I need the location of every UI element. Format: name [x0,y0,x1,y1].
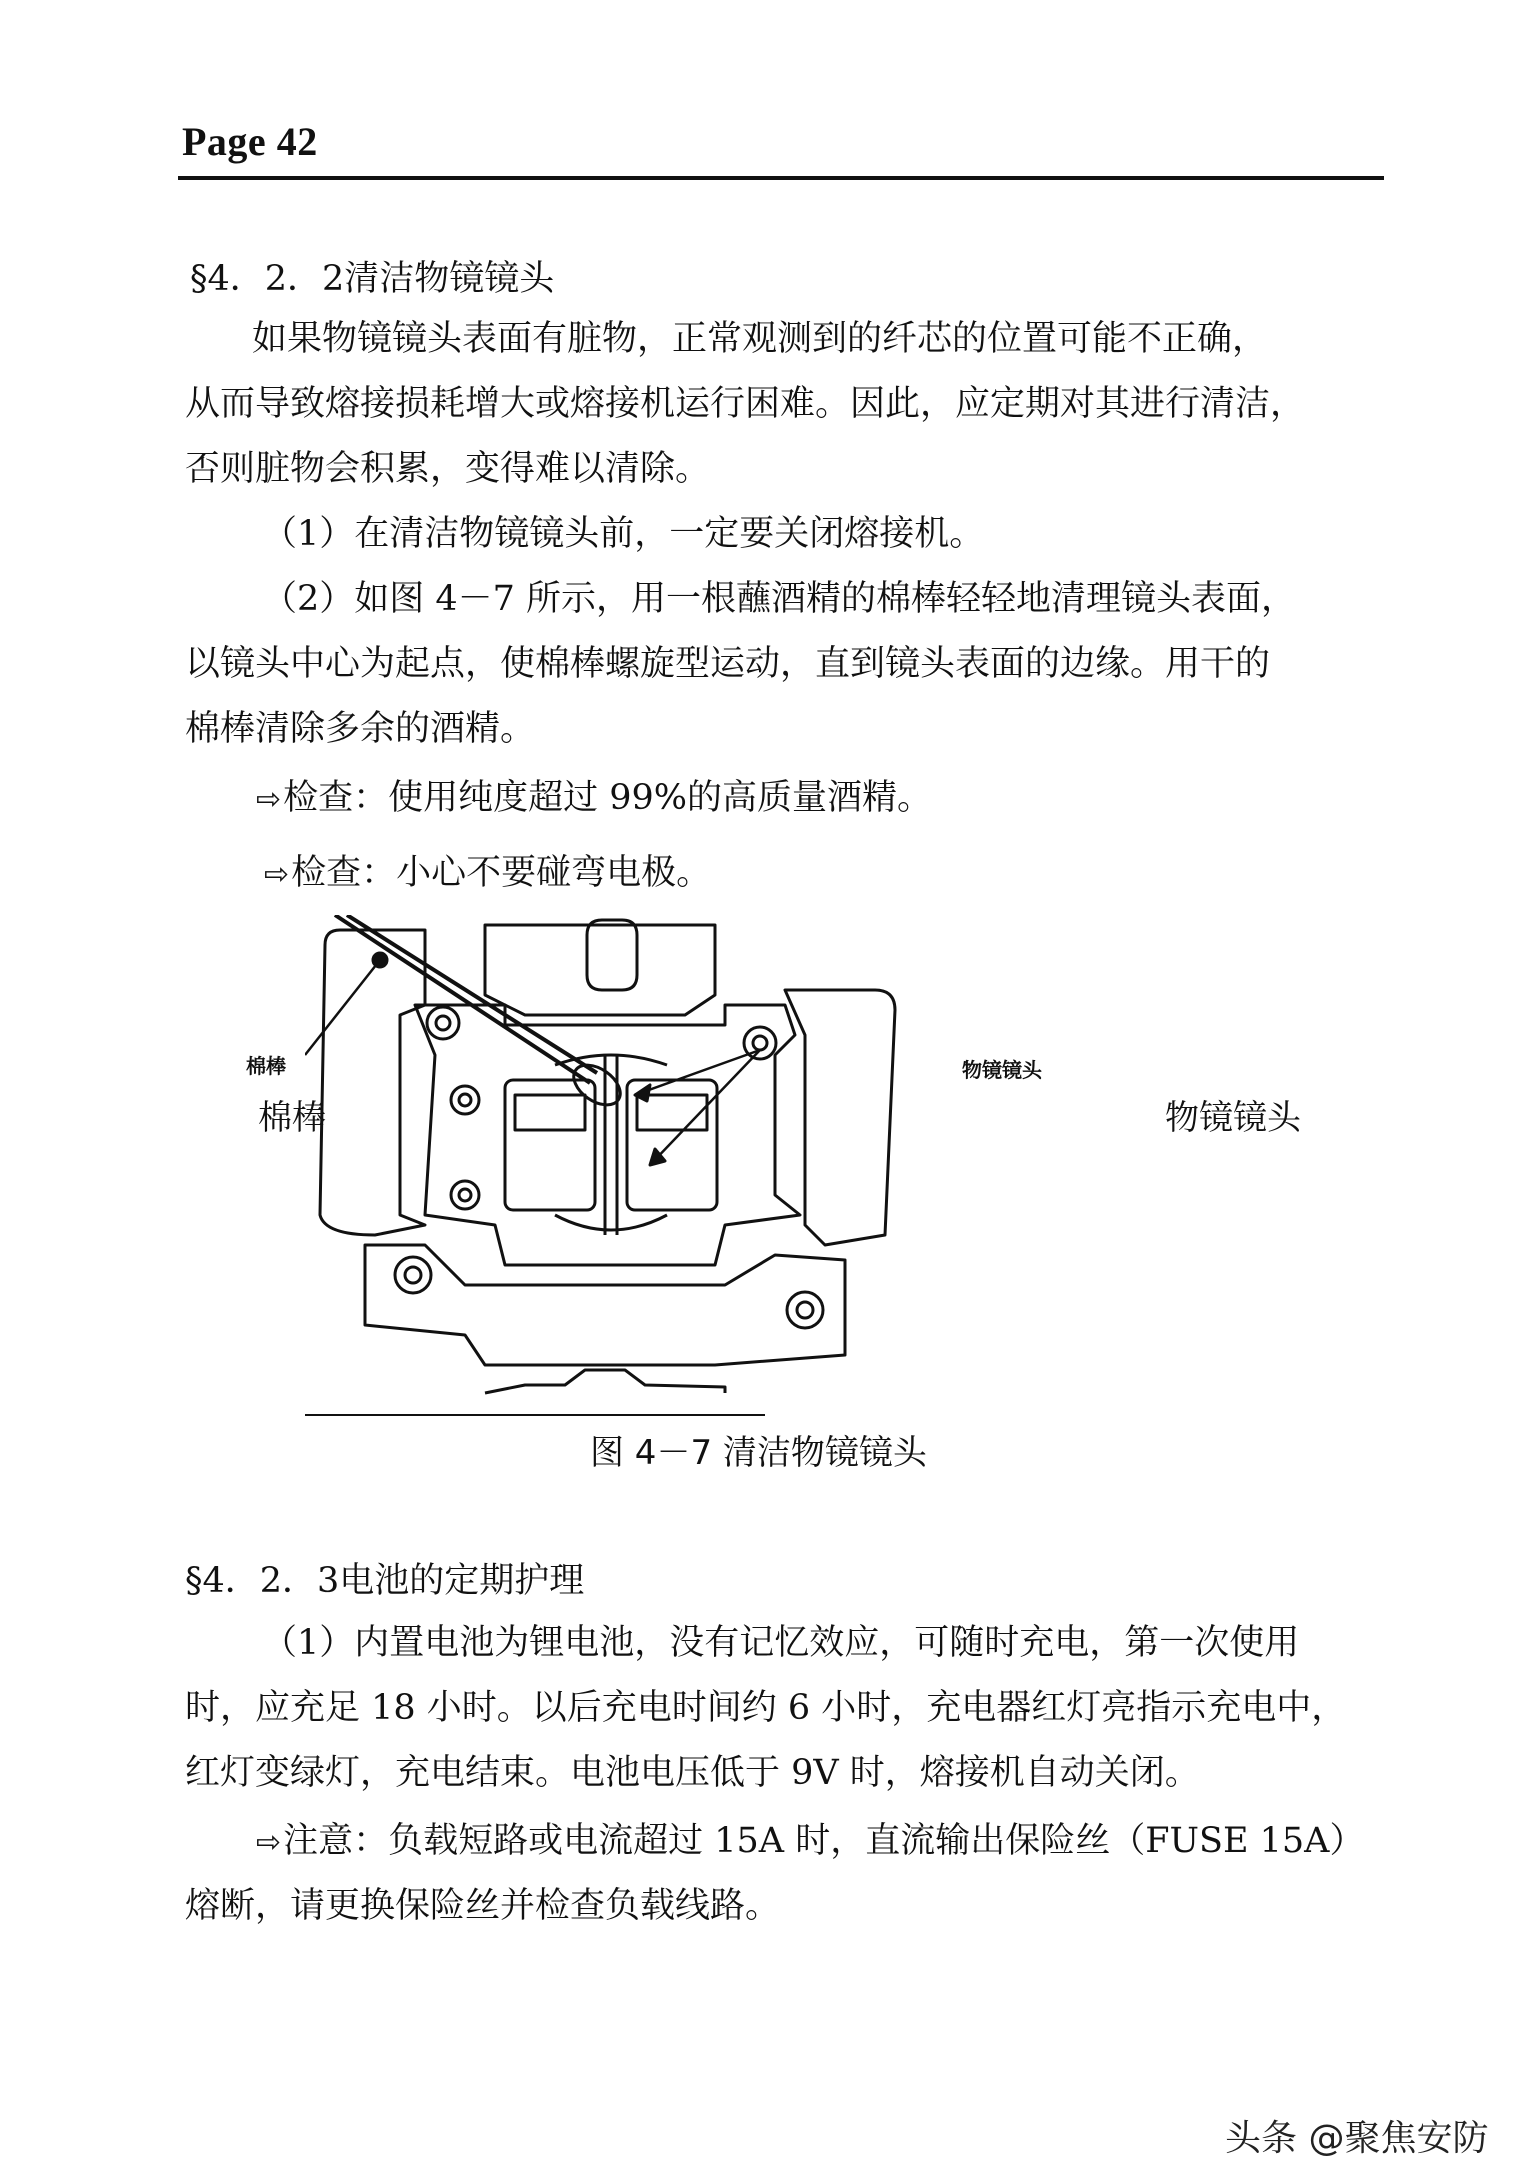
note-text: 注意：负载短路或电流超过 15A 时，直流输出保险丝（FUSE 15A） [283,1821,1365,1861]
arrow-right-icon: ⇨ [256,782,282,817]
check-note-2 [264,852,711,894]
figure-caption: 图 4－7 清洁物镜镜头 [590,1433,927,1473]
section-heading-422: §4．2．2清洁物镜镜头 [190,259,555,299]
watermark: 头条 @聚焦安防 [1225,2118,1489,2159]
paragraph-line: 熔断，请更换保险丝并检查负载线路。 [185,1886,781,1926]
step-1: （1）在清洁物镜镜头前，一定要关闭熔接机。 [262,514,985,554]
paragraph-line: （1）内置电池为锂电池，没有记忆效应，可随时充电，第一次使用 [262,1623,1300,1663]
paragraph-line: 否则脏物会积累，变得难以清除。 [185,449,711,489]
arrow-right-icon: ⇨ [256,1825,282,1860]
paragraph-line: 从而导致熔接损耗增大或熔接机运行困难。因此，应定期对其进行清洁， [185,384,1306,424]
warning-note [256,1820,1364,1862]
check-text: 检查：使用纯度超过 99%的高质量酒精。 [283,778,933,818]
paragraph-line: 如果物镜镜头表面有脏物，正常观测到的纤芯的位置可能不正确， [252,319,1268,359]
figure-illustration [305,915,910,1425]
header-rule [178,176,1384,180]
paragraph-line: 棉棒清除多余的酒精。 [185,709,536,749]
arrow-right-icon: ⇨ [264,857,290,892]
check-text: 检查：小心不要碰弯电极。 [291,853,712,893]
paragraph-line: 红灯变绿灯，充电结束。电池电压低于 9V 时，熔接机自动关闭。 [185,1753,1200,1793]
figure-label-swab-small: 棉棒 [246,1054,286,1078]
paragraph-line: 时，应充足 18 小时。以后充电时间约 6 小时，充电器红灯亮指示充电中， [185,1688,1347,1728]
check-note-1 [256,777,932,819]
figure-label-lens: 物镜镜头 [1165,1098,1301,1138]
paragraph-line: （2）如图 4－7 所示，用一根蘸酒精的棉棒轻轻地清理镜头表面， [262,579,1297,619]
page-header: Page 42 [182,119,318,164]
figure-label-swab: 棉棒 [258,1098,326,1138]
section-heading-423: §4．2．3电池的定期护理 [185,1561,585,1601]
figure-label-lens-small: 物镜镜头 [962,1058,1042,1082]
paragraph-line: 以镜头中心为起点，使棉棒螺旋型运动，直到镜头表面的边缘。用干的 [185,644,1271,684]
